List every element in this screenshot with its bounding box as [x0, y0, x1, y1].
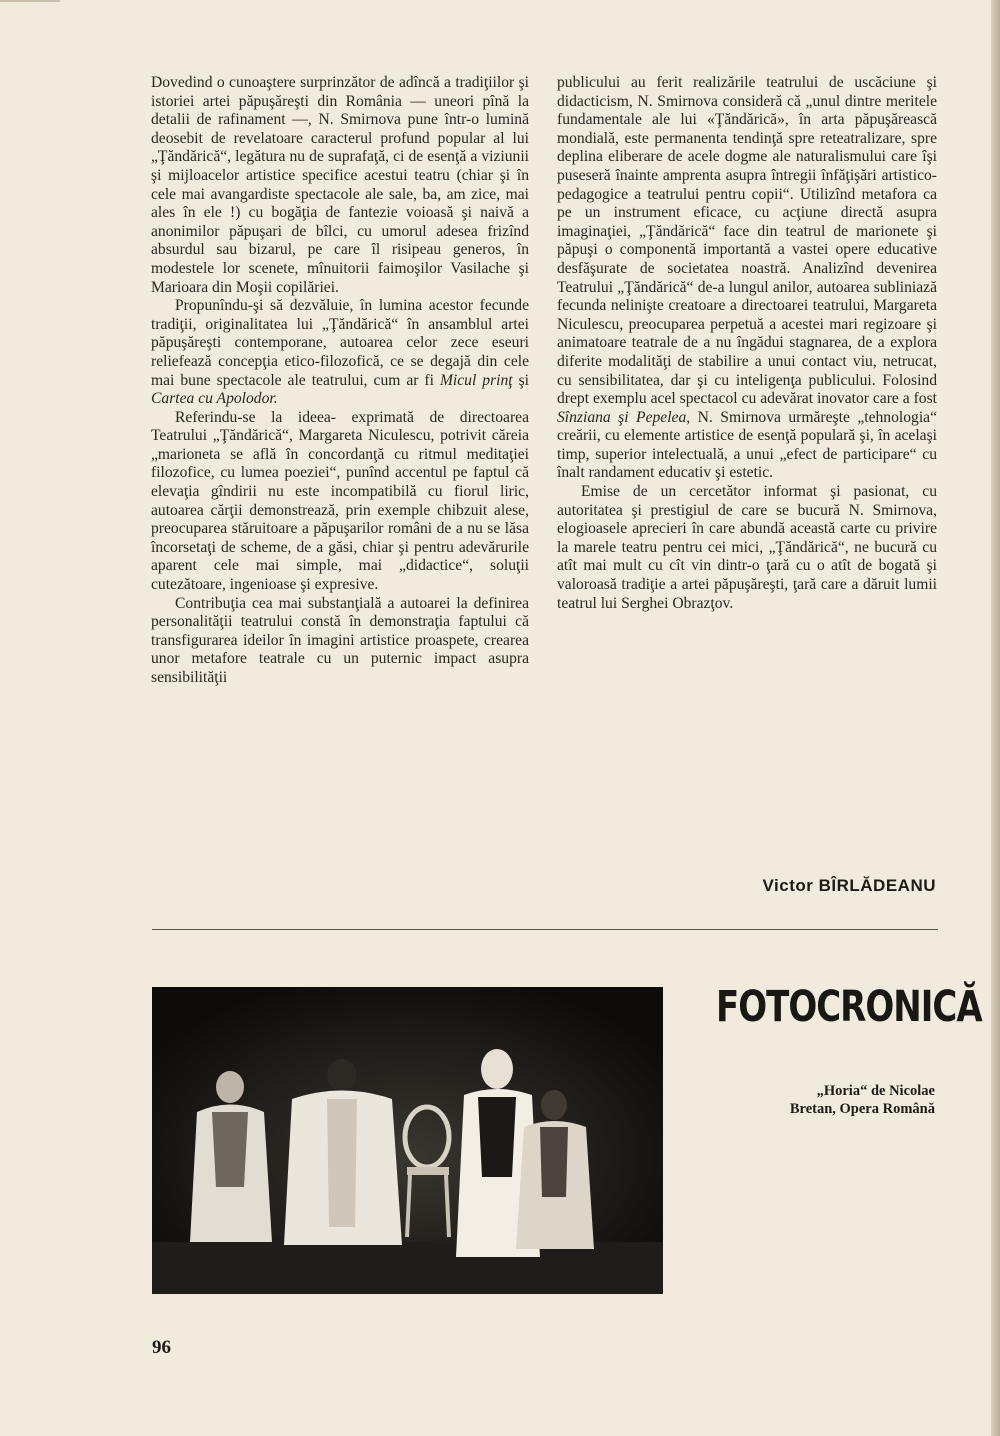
play-title: Sînziana şi Pepelea — [557, 408, 687, 426]
author-signature: Victor BÎRLĂDEANU — [762, 876, 936, 895]
paragraph: publicului au ferit realizările teatrului de uscăciune şi didacticism, N. Smirnova consideră că „unul dintre meritele fundamentale ale lui «Ţăndărică», în arta păpuşărească mondială, este permanenta tendinţă spre reteatralizare, spre deplina eliberare de acele dogme ale naturalismului care îşi puseseră înainte amprenta asupra întregii înfăţişări artistico-pedagogice a teatrului pentru copii“. Utilizînd metafora ca pe un instrument eficace, cu acţiune directă asupra imaginaţiei, „Ţăndărică“ face din teatrul de marionete şi păpuşi o componentă importantă a vastei opere educative desfăşurate de societatea noastră. Analizînd devenirea Teatrului „Ţăndărică“ de-a lungul anilor, autoarea subliniază fecunda nelinişte creatoare a directoarei teatrului, Margareta Niculescu, preocuparea perpetuă a acestei mari regizoare şi animatoare teatrale de a nu îngădui stagnarea, de a explora diferite modalităţi de stabilire a unui contact viu, netrucat, cu sensibilitatea, dar şi cu inteligenţa publicului. Folosind drept exemplu acel spectacol cu adevărat inovator care a fost Sînziana şi Pepelea, N. Smirnova urmăreşte „tehnologia“ creării, cu elemente artistice de esenţă populară şi, în acelaşi timp, superior intelectuală, a unui „efect de participare“ cu înalt randament educativ şi estetic. — [557, 74, 937, 482]
section-title: FOTOCRONICĂ — [716, 982, 982, 1032]
article-column-left — [151, 74, 529, 688]
paragraph: Referindu-se la ideea- exprimată de directoarea Teatrului „Ţăndărică“, Margareta Niculescu, potrivit căreia „marioneta se află în concordanţă cu ritmul meditaţiei filozofice, cu lumea poeziei“, punînd accentul pe faptul că elevaţia gîndirii nu este incompatibilă cu fiorul liric, autoarea cărţii demonstrează, prin exemple chibzuit alese, preocuparea stăruitoare a păpuşarilor români de a nu se lăsa încorsetaţi de scheme, de a găsi, chiar şi pentru adevărurile aparent cele mai simple, mai „didactice“, soluţii cutezătoare, ingenioase şi expresive. — [151, 408, 529, 594]
paragraph: Propunîndu-şi să dezvăluie, în lumina acestor fecunde tradiţii, originalitatea lui „Ţăndărică“ în ansamblul artei păpuşăreşti contemporane, autoarea celor zece eseuri reliefează concepţia etico-filozofică, ce se degajă din cele mai bune spectacole ale teatrului, cum ar fi Micul prinţ şi Cartea cu Apolodor. — [151, 297, 529, 408]
stage-photo-image — [152, 987, 663, 1294]
article-column-right — [557, 74, 937, 613]
book-title: Cartea cu Apolodor. — [151, 390, 278, 408]
page-edge — [991, 0, 1000, 1436]
book-title: Micul prinţ — [439, 371, 513, 389]
paragraph: Emise de un cercetător informat şi pasionat, cu autoritatea şi prestigiul de care se bucură N. Smirnova, elogioasele aprecieri în care abundă această carte cu privire la marele teatru pentru cei mici, „Ţăndărică“, ne bucură cu atît mai mult cu cît vin dintr-o ţară cu o atît de bogată şi valoroasă tradiţie a artei păpuşăreşti, ţară care a dăruit lumii teatrul lui Serghei Obrazţov. — [557, 483, 937, 612]
paragraph: Contribuţia cea mai substanţială a autoarei la definirea personalităţii teatrului constă în demonstraţia faptului că transfigurarea ideilor în imagini artistice proaspete, crearea unor metafore teatrale cu un puternic impact asupra sensibilităţii — [151, 594, 529, 686]
photo-caption: „Horia“ de Nicolae Bretan, Opera Română — [789, 1083, 935, 1117]
section-divider — [152, 929, 938, 930]
stage-photo — [152, 987, 663, 1294]
page-edge — [0, 0, 60, 20]
page-number: 96 — [152, 1337, 171, 1358]
paragraph: Dovedind o cunoaştere surprinzător de adîncă a tradiţiilor şi istoriei artei păpuşăreşti din România — uneori pînă la detalii de rafinament —, N. Smirnova pune într-o lumină deosebit de revelatoare caracterul profund popular al lui „Ţăndărică“, legătura nu de suprafaţă, ci de esenţă a viziunii şi mijloacelor artistice specifice acestui teatru (chiar şi în cele mai avangardiste spectacole ale sale, ba, am zice, mai ales în ele !) cu bogăţia de fantezie voioasă şi naivă a anonimilor păpuşari de bîlci, cu umorul adesea frizînd absurdul sau bizarul, pe care îl risipeau generos, în modestele lor scenete, mînuitorii faimoşilor Vasilache şi Marioara din Moşii copilăriei. — [151, 74, 529, 296]
